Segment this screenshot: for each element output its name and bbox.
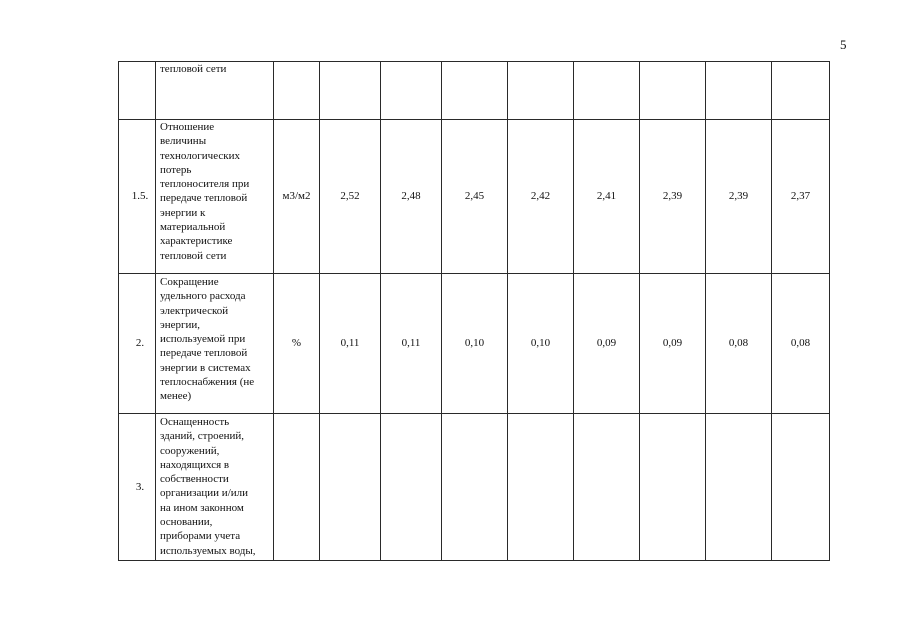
value-cell	[574, 62, 640, 120]
value-cell: 0,08	[772, 274, 830, 414]
unit-cell: м3/м2	[274, 120, 320, 274]
value-cell	[706, 62, 772, 120]
indicator-name-cell: Отношение величины технологических потерь теплоносителя при передаче тепловой энергии к материальной характеристике тепловой сети	[156, 120, 274, 274]
value-cell	[574, 414, 640, 561]
value-cell: 2,41	[574, 120, 640, 274]
value-cell	[640, 414, 706, 561]
table-row	[119, 120, 830, 274]
value-cell	[706, 414, 772, 561]
value-cell	[442, 414, 508, 561]
value-cell: 2,48	[381, 120, 442, 274]
value-cell	[772, 62, 830, 120]
row-number-cell: 1.5.	[119, 120, 156, 274]
row-number-cell	[119, 62, 156, 120]
indicator-name-cell: тепловой сети	[156, 62, 274, 120]
value-cell: 0,11	[381, 274, 442, 414]
indicator-name-cell: Оснащенность зданий, строений, сооружений, находящихся в собственности организации и/или на ином законном основании, приборами учета используемых воды,	[156, 414, 274, 561]
value-cell	[772, 414, 830, 561]
value-cell	[381, 414, 442, 561]
value-cell: 0,11	[320, 274, 381, 414]
value-cell: 2,52	[320, 120, 381, 274]
table-body	[119, 62, 830, 561]
value-cell: 2,39	[706, 120, 772, 274]
indicator-name-cell: Сокращение удельного расхода электрической энергии, используемой при передаче тепловой энергии в системах теплоснабжения (не менее)	[156, 274, 274, 414]
value-cell: 0,08	[706, 274, 772, 414]
value-cell	[508, 414, 574, 561]
page-number: 5	[840, 37, 847, 52]
value-cell: 0,09	[574, 274, 640, 414]
row-number-cell: 2.	[119, 274, 156, 414]
value-cell	[508, 62, 574, 120]
value-cell	[320, 62, 381, 120]
unit-cell	[274, 62, 320, 120]
value-cell: 0,09	[640, 274, 706, 414]
unit-cell: %	[274, 274, 320, 414]
unit-cell	[274, 414, 320, 561]
value-cell: 0,10	[508, 274, 574, 414]
value-cell	[381, 62, 442, 120]
table-row	[119, 414, 830, 561]
table-row	[119, 62, 830, 120]
row-number-cell: 3.	[119, 414, 156, 561]
value-cell: 2,37	[772, 120, 830, 274]
value-cell: 0,10	[442, 274, 508, 414]
value-cell: 2,45	[442, 120, 508, 274]
value-cell	[640, 62, 706, 120]
value-cell	[442, 62, 508, 120]
value-cell: 2,39	[640, 120, 706, 274]
value-cell	[320, 414, 381, 561]
table-row	[119, 274, 830, 414]
indicators-table	[118, 61, 830, 561]
value-cell: 2,42	[508, 120, 574, 274]
